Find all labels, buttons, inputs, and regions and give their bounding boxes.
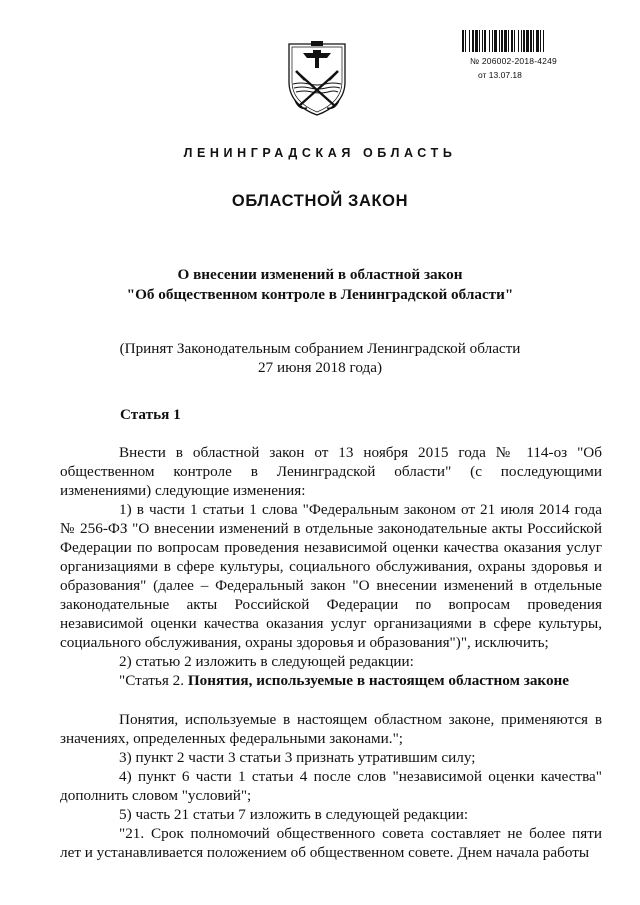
item-5-text: "21. Срок полномочий общественного совета составляет не более пяти лет и устанавливается положением об общественном совете. Днем начала работы [60, 825, 602, 861]
amendment-item-3: 3) пункт 2 части 3 статьи 3 признать утратившим силу; [119, 749, 476, 766]
law-title-line-2: "Об общественном контроле в Ленинградской области" [126, 286, 514, 303]
article-heading: Статья 1 [120, 406, 181, 423]
region-name: ЛЕНИНГРАДСКАЯ ОБЛАСТЬ [183, 146, 457, 160]
article-2-prefix: "Статья 2. [119, 672, 188, 689]
barcode-stripe [544, 30, 546, 52]
registration-date: от 13.07.18 [478, 70, 522, 80]
adoption-note [0, 339, 640, 377]
article-body [60, 443, 602, 862]
amendment-item-4: 4) пункт 6 части 1 статьи 4 после слов "независимой оценки качества" дополнить словом "условий"; [60, 768, 602, 804]
adoption-note-line-1: (Принят Законодательным собранием Ленинградской области [119, 340, 521, 357]
coat-of-arms-icon [283, 38, 351, 118]
article-2-text: Понятия, используемые в настоящем областном законе, применяются в значениях, определенных федеральными законами."; [60, 711, 602, 747]
article-2-heading [60, 671, 602, 690]
law-type: ОБЛАСТНОЙ ЗАКОН [231, 192, 409, 210]
article-2-title: Понятия, используемые в настоящем областном законе [187, 672, 570, 689]
registration-number: № 206002-2018-4249 [470, 56, 557, 66]
adoption-note-line-2: 27 июня 2018 года) [257, 359, 383, 376]
law-title [0, 265, 640, 305]
intro-paragraph: Внести в областной закон от 13 ноября 2015 года № 114-оз "Об общественном контроле в Ленинградской области" (с последующими изменениями) следующие изменения: [60, 444, 602, 499]
amendment-item-2: 2) статью 2 изложить в следующей редакции: [119, 653, 414, 670]
barcode-icon [462, 30, 612, 52]
paragraph-gap [60, 690, 602, 710]
amendment-item-1: 1) в части 1 статьи 1 слова "Федеральным законом от 21 июля 2014 года № 256-ФЗ "О внесении изменений в отдельные законодательные акты Российской Федерации по вопросам проведения независимой оценки качества оказания услуг организациями в сфере культуры, социального обслуживания, охраны здоровья и образования" (далее – Федеральный закон "О внесении изменений в отдельные законодательные акты Российской Федерации по вопросам проведения независимой оценки качества оказания услуг организациями в сфере культуры, социального обслуживания, охраны здоровья и образования")", исключить; [60, 501, 602, 651]
amendment-item-5: 5) часть 21 статьи 7 изложить в следующей редакции: [119, 806, 469, 823]
law-title-line-1: О внесении изменений в областной закон [177, 266, 463, 283]
